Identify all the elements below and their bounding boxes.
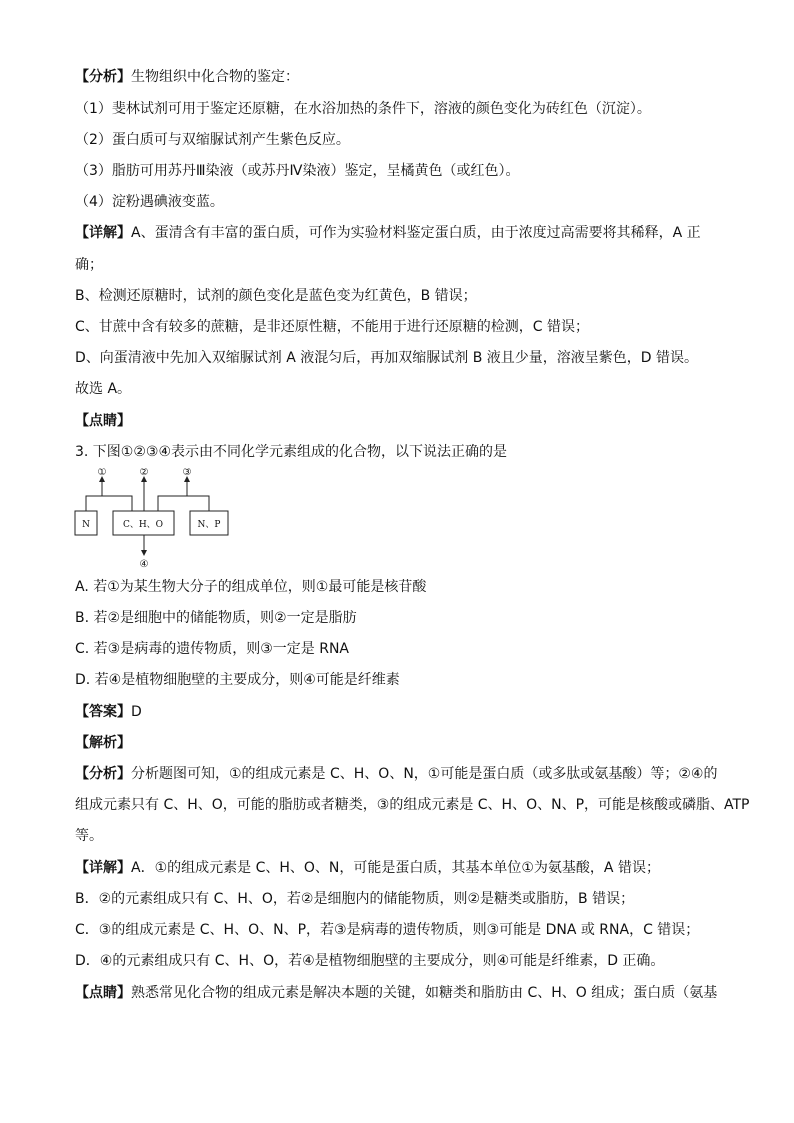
element-diagram [72, 468, 252, 568]
detail-line-6: 故选 A。 [75, 381, 132, 397]
option-c: C. 若③是病毒的遗传物质，则③一定是 RNA [75, 641, 350, 657]
analysis-line-5: （4）淀粉遇碘液变蓝。 [75, 194, 224, 210]
analysis-line-2: （1）斐林试剂可用于鉴定还原糖，在水浴加热的条件下，溶液的颜色变化为砖红色（沉淀）。 [75, 101, 651, 117]
detail-line-5: D、向蛋清液中先加入双缩脲试剂 A 液混匀后，再加双缩脲试剂 B 液且少量，溶液呈紫色，D 错误。 [75, 350, 698, 366]
box-n-text: N [82, 520, 90, 530]
detail2-line-2: B．②的元素组成只有 C、H、O，若②是细胞内的储能物质，则②是糖类或脂肪，B 错误； [75, 891, 635, 907]
detail-line-2: 确； [75, 257, 103, 273]
option-a: A. 若①为某生物大分子的组成单位，则①最可能是核苷酸 [75, 579, 427, 595]
comment2-line-1: 【点睛】熟悉常见化合物的组成元素是解决本题的关键，如糖类和脂肪由 C、H、O 组成；蛋白质（氨基 [75, 985, 718, 1001]
label-3: ③ [182, 468, 192, 478]
label-2: ② [139, 468, 149, 478]
answer-value: D [131, 704, 142, 720]
analysis-line-1: 【分析】生物组织中化合物的鉴定： [75, 69, 299, 85]
option-d: D. 若④是植物细胞壁的主要成分，则④可能是纤维素 [75, 672, 400, 688]
detail-line-1: 【详解】A、蛋清含有丰富的蛋白质，可作为实验材料鉴定蛋白质，由于浓度过高需要将其稀释，A 正 [75, 225, 701, 241]
comment-tag: 【点睛】 [75, 413, 131, 429]
arrowhead-4 [141, 550, 147, 556]
bracket-3 [158, 496, 209, 511]
detail2-line-1: 【详解】A．①的组成元素是 C、H、O、N，可能是蛋白质，其基本单位①为氨基酸，A 错误； [75, 860, 660, 876]
answer-line [75, 702, 142, 722]
analysis2-line-2: 组成元素只有 C、H、O，可能的脂肪或者糖类，③的组成元素是 C、H、O、N、P，可能是核酸或磷脂、ATP [75, 797, 750, 813]
box-np-text: N、P [197, 520, 221, 530]
detail-line-4: C、甘蔗中含有较多的蔗糖，是非还原性糖，不能用于进行还原糖的检测，C 错误； [75, 319, 589, 335]
option-b: B. 若②是细胞中的储能物质，则②一定是脂肪 [75, 610, 357, 626]
detail2-tag: 【详解】 [75, 860, 131, 876]
answer-tag: 【答案】 [75, 704, 131, 720]
comment2-tag: 【点睛】 [75, 985, 131, 1001]
analysis2-line-1: 【分析】分析题图可知，①的组成元素是 C、H、O、N，①可能是蛋白质（或多肽或氨基酸）等；②④的 [75, 766, 718, 782]
analysis-line-4: （3）脂肪可用苏丹Ⅲ染液（或苏丹Ⅳ染液）鉴定，呈橘黄色（或红色）。 [75, 163, 520, 179]
detail-tag: 【详解】 [75, 225, 131, 241]
analysis2-line-3: 等。 [75, 828, 103, 844]
detail-line-3: B、检测还原糖时，试剂的颜色变化是蓝色变为红黄色，B 错误； [75, 288, 477, 304]
bracket-1 [86, 496, 132, 511]
analysis2-tag: 【分析】 [75, 766, 131, 782]
explanation-tag: 【解析】 [75, 735, 131, 751]
detail2-line-3: C．③的组成元素是 C、H、O、N、P，若③是病毒的遗传物质，则③可能是 DNA 或 RNA，C 错误； [75, 922, 700, 938]
box-cho-text: C、H、O [122, 520, 164, 530]
analysis-line-3: （2）蛋白质可与双缩脲试剂产生紫色反应。 [75, 132, 350, 148]
label-1: ① [97, 468, 107, 478]
question-stem: 3. 下图①②③④表示由不同化学元素组成的化合物，以下说法正确的是 [75, 444, 508, 460]
analysis-tag: 【分析】 [75, 69, 131, 85]
label-4: ④ [139, 559, 149, 568]
detail2-line-4: D．④的元素组成只有 C、H、O，若④是植物细胞壁的主要成分，则④可能是纤维素，D 正确。 [75, 953, 665, 969]
